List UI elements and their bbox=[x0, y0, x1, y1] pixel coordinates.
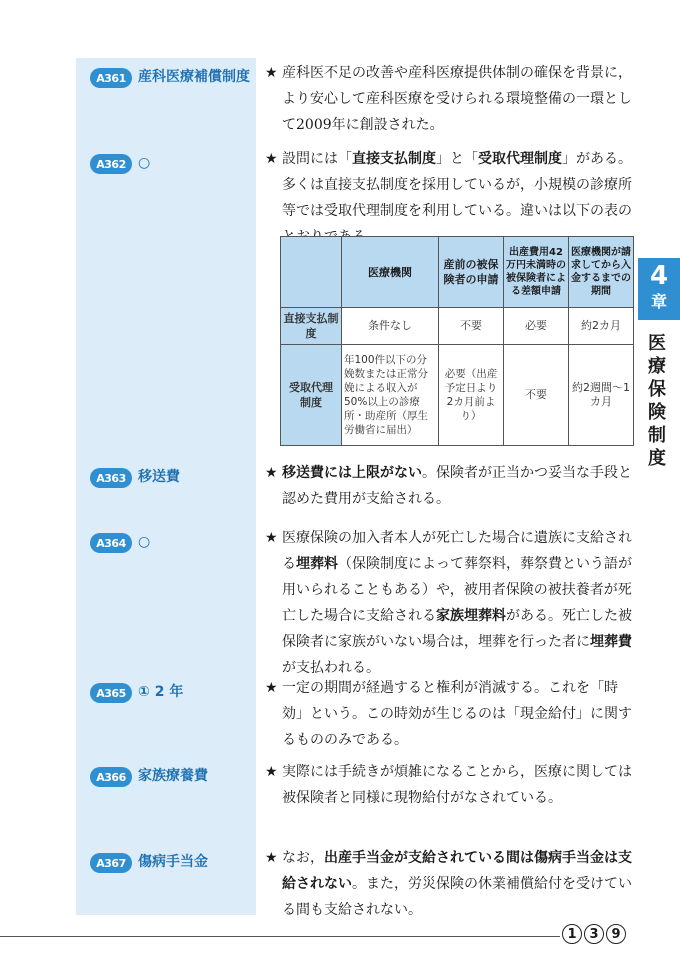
table-row-header: 直接支払制度 bbox=[281, 308, 342, 345]
keyword: 受取代理制度 bbox=[478, 151, 562, 167]
text-run: なお， bbox=[282, 850, 324, 866]
answer-a364 bbox=[90, 531, 260, 553]
answer-badge: A362 bbox=[90, 154, 132, 174]
text-run: 。保険者が正当かつ妥当な手段と認めた費用が支給される。 bbox=[282, 465, 632, 507]
answer-text: 産科医療補償制度 bbox=[138, 69, 250, 85]
star-icon: ★ bbox=[265, 850, 278, 866]
answer-badge: A365 bbox=[90, 683, 132, 703]
answer-a362 bbox=[90, 152, 260, 174]
explanation-a365 bbox=[265, 675, 637, 753]
table-row bbox=[281, 308, 634, 345]
table-cell: 不要 bbox=[504, 345, 569, 446]
explanation-text bbox=[282, 460, 637, 512]
table-cell: 必要 bbox=[504, 308, 569, 345]
table-header-cell: 出産費用42万円未満時の被保険者による差額申請 bbox=[504, 237, 569, 308]
page-digit: 9 bbox=[606, 924, 626, 944]
footer-rule bbox=[0, 936, 560, 937]
keyword: 埋葬費 bbox=[590, 634, 632, 650]
text-run: 一定の期間が経過すると権利が消滅する。これを「時効」という。この時効が生じるのは「現金給付」に関するもののみである。 bbox=[282, 680, 632, 748]
answer-a361 bbox=[90, 66, 260, 88]
table-header-row bbox=[281, 237, 634, 308]
answer-text: ① 2 年 bbox=[138, 684, 184, 700]
table-cell: 約2週間〜1カ月 bbox=[569, 345, 634, 446]
star-icon: ★ bbox=[265, 151, 278, 167]
table-row-header: 受取代理制度 bbox=[281, 345, 342, 446]
explanation-a367 bbox=[265, 845, 637, 923]
keyword: 直接支払制度 bbox=[352, 151, 436, 167]
answer-text: 家族療養費 bbox=[138, 768, 208, 784]
star-icon: ★ bbox=[265, 530, 278, 546]
answer-badge: A364 bbox=[90, 533, 132, 553]
chapter-title: 医療保険制度 bbox=[648, 333, 666, 469]
table-cell: 必要（出産予定日より2カ月前より） bbox=[439, 345, 504, 446]
text-run: がある。死亡した被保険者に家族がいない場合は，埋葬を行った者に bbox=[282, 608, 632, 650]
text-run: 設問には「 bbox=[282, 151, 352, 167]
text-run: （保険制度によって葬祭料，葬祭費という語が用いられることもある）や，被用者保険の被扶養者が死亡した場合に支給される bbox=[282, 556, 632, 624]
answer-text: ○ bbox=[138, 534, 151, 550]
page-number bbox=[562, 924, 626, 944]
table-cell: 年100件以下の分娩数または正常分娩による収入が50%以上の診療所・助産所（厚生労働省に届出） bbox=[342, 345, 439, 446]
answer-a366 bbox=[90, 765, 260, 787]
text-run: 医療保険の加入者本人が死亡した場合に遺族に支給される bbox=[282, 530, 632, 572]
explanation-text bbox=[282, 759, 637, 811]
star-icon: ★ bbox=[265, 465, 278, 481]
answer-a367 bbox=[90, 851, 260, 873]
chapter-number: 4 bbox=[649, 261, 669, 291]
explanation-text bbox=[282, 146, 637, 250]
text-run: 」と「 bbox=[436, 151, 478, 167]
table-header-cell: 医療機関 bbox=[342, 237, 439, 308]
chapter-word: 章 bbox=[650, 292, 667, 311]
page-digit: 3 bbox=[584, 924, 604, 944]
answer-text: 傷病手当金 bbox=[138, 854, 208, 870]
table-row bbox=[281, 345, 634, 446]
keyword: 家族埋葬料 bbox=[436, 608, 506, 624]
explanation-text bbox=[282, 525, 637, 681]
table-header-cell: 産前の被保険者の申請 bbox=[439, 237, 504, 308]
answer-badge: A361 bbox=[90, 68, 132, 88]
explanation-a362 bbox=[265, 146, 637, 250]
keyword: 出産手当金が支給されている間は傷病手当金は支給されない bbox=[282, 850, 632, 892]
table-header-cell: 医療機関が請求してから入金するまでの期間 bbox=[569, 237, 634, 308]
keyword: 埋葬料 bbox=[296, 556, 338, 572]
text-run: 産科医不足の改善や産科医療提供体制の確保を背景に，より安心して産科医療を受けられる環境整備の一環として2009年に創設された。 bbox=[282, 65, 632, 133]
answer-badge: A363 bbox=[90, 468, 132, 488]
explanation-a361 bbox=[265, 60, 637, 138]
text-run: 」がある。多くは直接支払制度を採用しているが，小規模の診療所等では受取代理制度を利用している。違いは以下の表の bbox=[282, 151, 632, 219]
text-run: 。また，労災保険の休業補償給付を受けている間も支給されない。 bbox=[282, 876, 632, 918]
keyword: 移送費には上限がない bbox=[282, 465, 422, 481]
answer-text: ○ bbox=[138, 155, 151, 171]
explanation-a363 bbox=[265, 460, 637, 512]
text-run: が支払われる。 bbox=[282, 660, 380, 676]
chapter-tab bbox=[638, 258, 680, 320]
answer-a363 bbox=[90, 466, 260, 488]
comparison-table bbox=[280, 236, 634, 446]
explanation-text bbox=[282, 60, 637, 138]
page-digit: 1 bbox=[562, 924, 582, 944]
explanation-text bbox=[282, 845, 637, 923]
answer-text: 移送費 bbox=[138, 469, 180, 485]
table-cell: 約2カ月 bbox=[569, 308, 634, 345]
text-run: 実際には手続きが煩雑になることから，医療に関しては被保険者と同様に現物給付がなされている。 bbox=[282, 764, 632, 806]
answer-badge: A366 bbox=[90, 767, 132, 787]
explanation-a364 bbox=[265, 525, 637, 681]
answer-a365 bbox=[90, 681, 260, 703]
explanation-text bbox=[282, 675, 637, 753]
table-cell: 条件なし bbox=[342, 308, 439, 345]
star-icon: ★ bbox=[265, 764, 278, 780]
answer-badge: A367 bbox=[90, 853, 132, 873]
table-cell: 不要 bbox=[439, 308, 504, 345]
star-icon: ★ bbox=[265, 65, 278, 81]
table-header-cell bbox=[281, 237, 342, 308]
star-icon: ★ bbox=[265, 680, 278, 696]
explanation-a366 bbox=[265, 759, 637, 811]
